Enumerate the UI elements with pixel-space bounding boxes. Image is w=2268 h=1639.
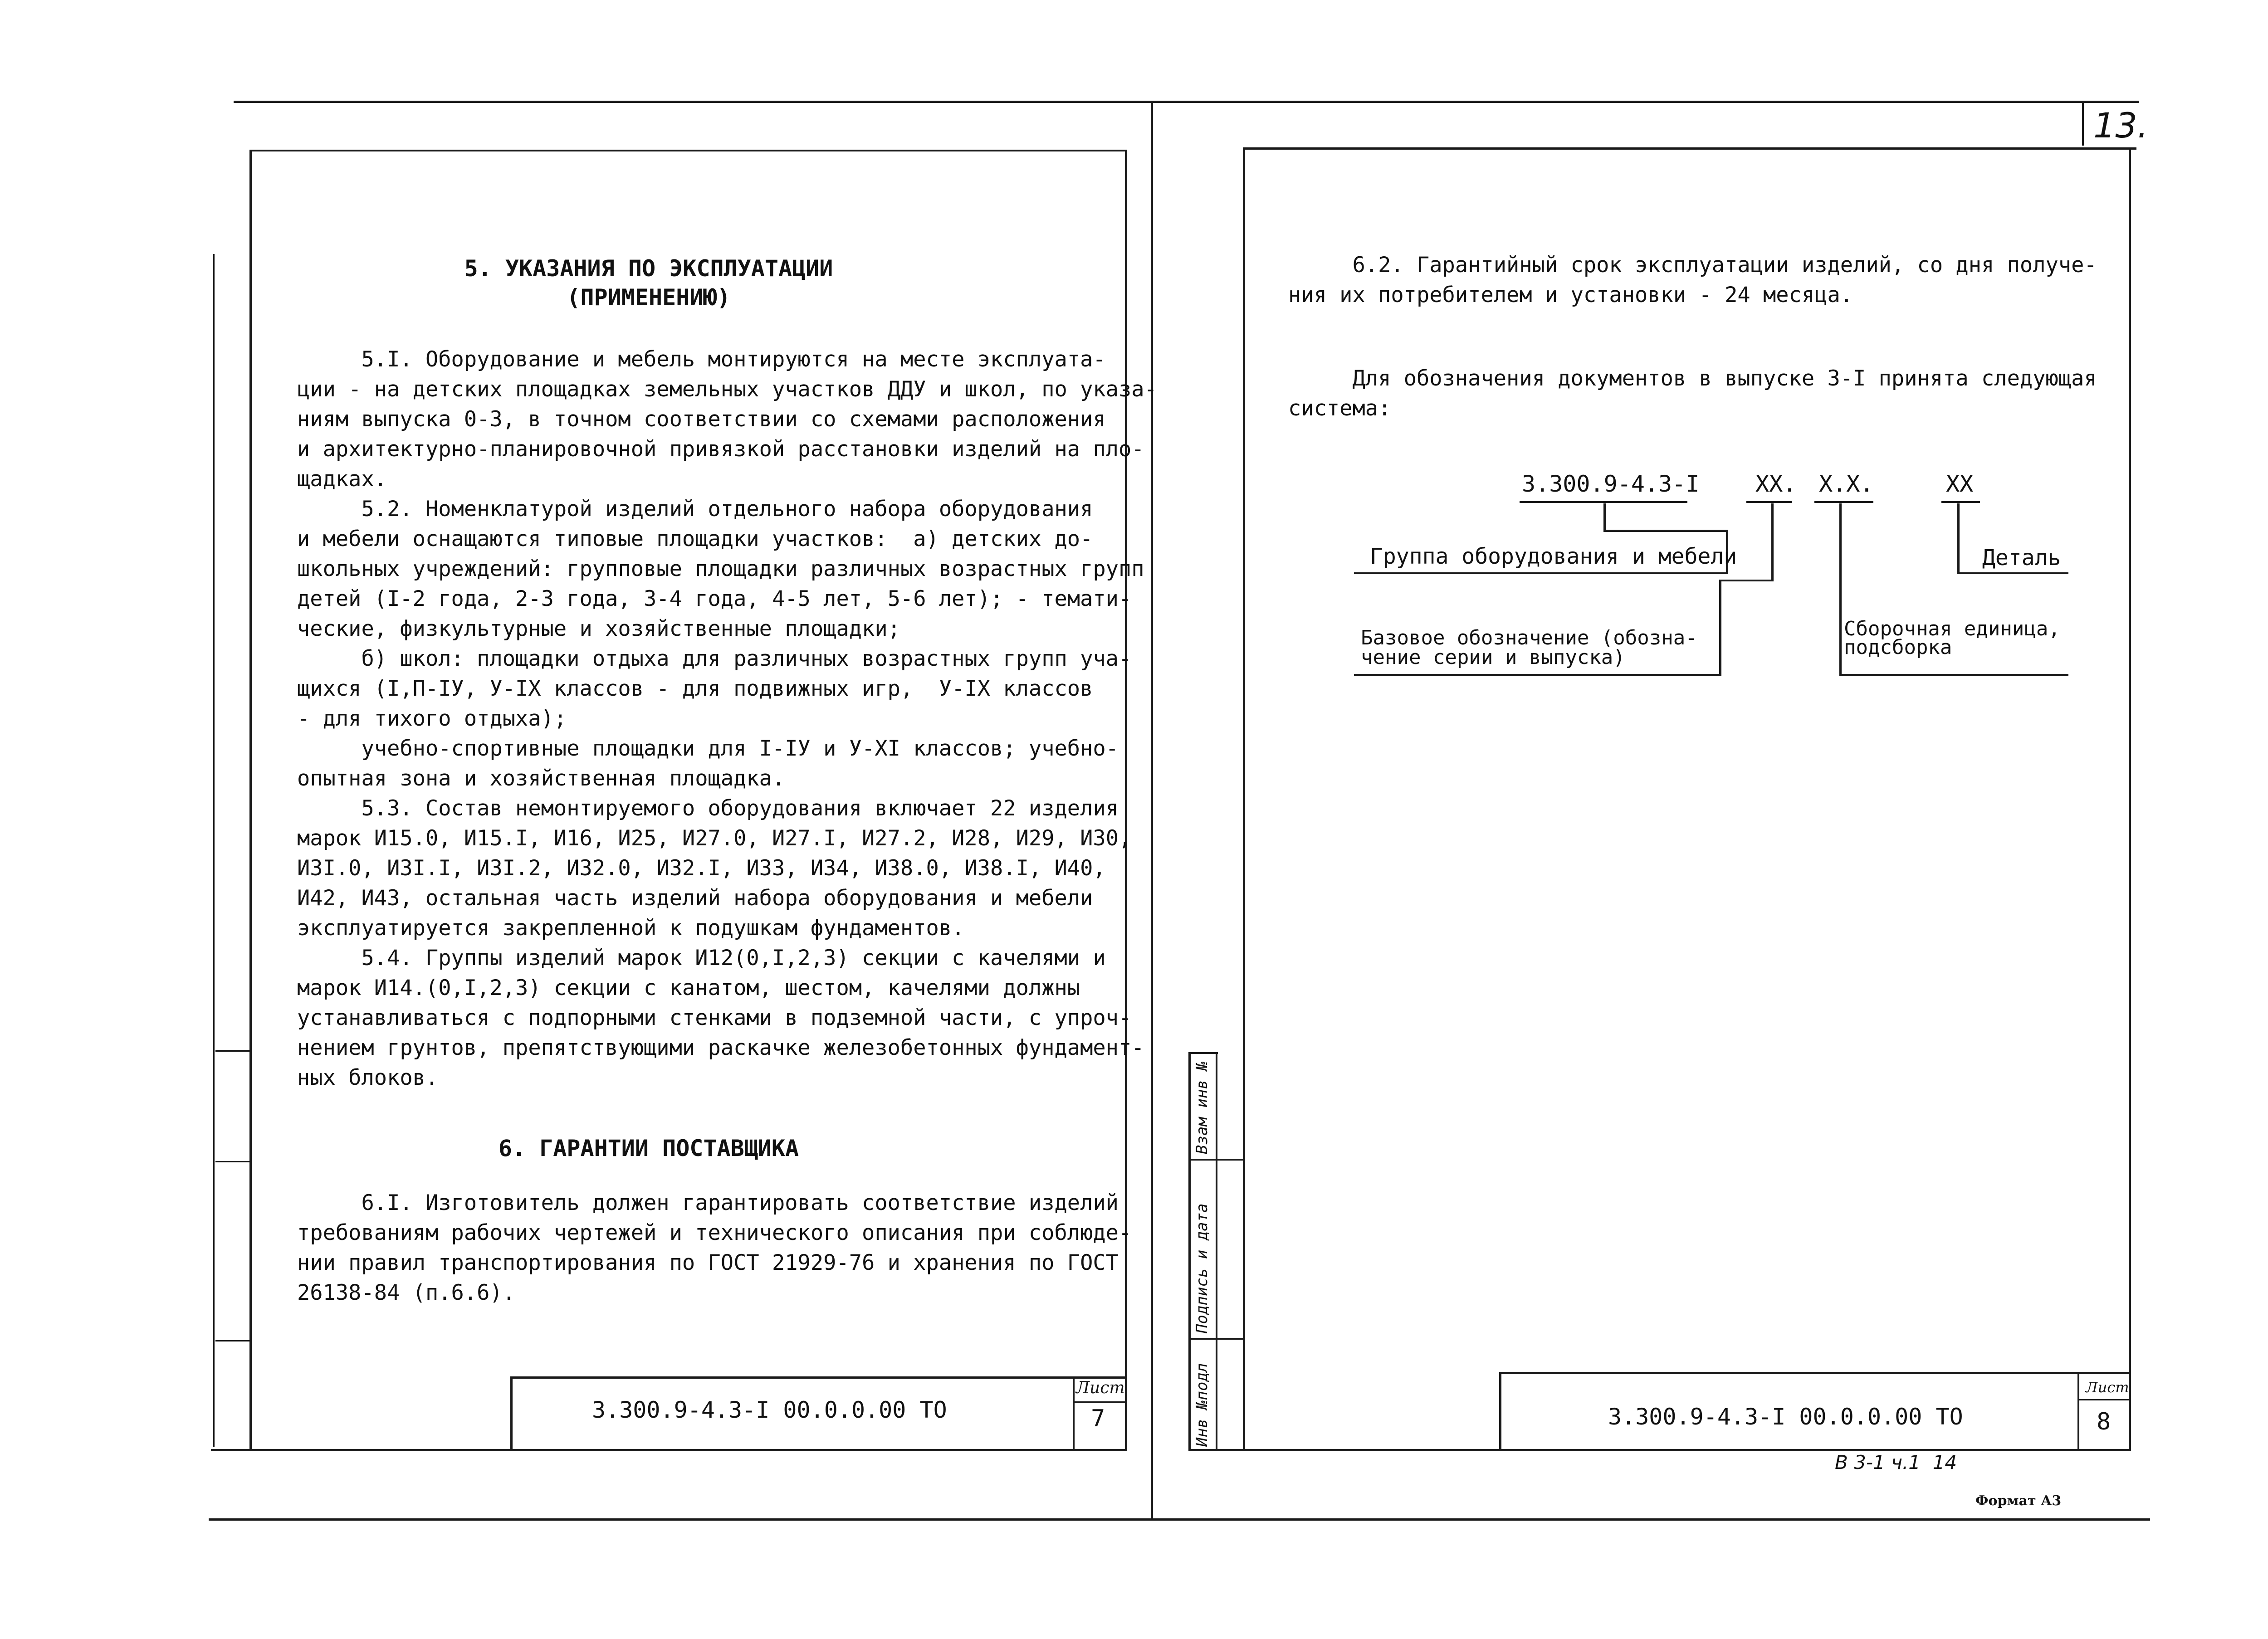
- sidebar-label-signature-date: Подпись и дата: [1193, 1203, 1211, 1333]
- diagram-underline-detail: [1941, 501, 1980, 503]
- label-group: Группа оборудования и мебели: [1370, 544, 1737, 569]
- right-frame-right: [2129, 147, 2131, 1451]
- section5-text-line: ции - на детских площадках земельных участков ДДУ и школ, по указа-: [297, 377, 1157, 402]
- right-stamp-code: 3.300.9-4.3-I 00.0.0.00 ТО: [1608, 1404, 1963, 1430]
- label-base-line2: чение серии и выпуска): [1361, 646, 1625, 669]
- right-stamp-sheet-number: 8: [2097, 1408, 2111, 1435]
- section5-text-line: устанавливаться с подпорными стенками в подземной части, с упроч-: [297, 1005, 1132, 1030]
- diagram-code-group: XX.: [1755, 471, 1797, 497]
- label-unit-line2: подсборка: [1844, 636, 1952, 659]
- section5-text-line: 5.2. Номенклатурой изделий отдельного набора оборудования: [297, 497, 1093, 522]
- section5-text-line: б) школ: площадки отдыха для различных возрастных групп уча-: [297, 646, 1132, 671]
- section5-text-line: и архитектурно-планировочной привязкой расстановки изделий на пло-: [297, 437, 1144, 462]
- section5-text-line: марок И15.0, И15.I, И16, И25, И27.0, И27.I, И27.2, И28, И29, И30,: [297, 826, 1132, 851]
- right-frame-bottom: [1188, 1449, 2131, 1451]
- page-number-box-left: [2082, 102, 2084, 146]
- right-paragraph-2-text-line: система:: [1288, 396, 1391, 421]
- right-paragraph-2-text-line: Для обозначения документов в выпуске 3-I принята следующая: [1288, 366, 2097, 391]
- section6-text-line: нии правил транспортирования по ГОСТ 21929-76 и хранения по ГОСТ: [297, 1250, 1119, 1275]
- right-stamp-divider: [2077, 1372, 2079, 1450]
- left-frame-left: [249, 150, 252, 1451]
- left-stamp-top: [510, 1376, 1126, 1379]
- section5-text-line: щихся (I,П-IУ, У-IX классов - для подвижных игр, У-IX классов: [297, 676, 1093, 701]
- right-stamp-sheet-label: Лист: [2086, 1379, 2129, 1396]
- connector-group-horizontal: [1719, 580, 1774, 581]
- section5-text-line: 5.4. Группы изделий марок И12(0,I,2,3) секции с качелями и: [297, 946, 1106, 971]
- bottom-border-line: [209, 1518, 2150, 1521]
- connector-base-label-vertical: [1719, 580, 1721, 675]
- section5-text-line: учебно-спортивные площадки для I-IУ и У-XI классов; учебно-: [297, 736, 1119, 761]
- right-stamp-left: [1499, 1372, 1501, 1450]
- right-stamp-sheet-line: [2079, 1399, 2130, 1400]
- section5-subtitle: (ПРИМЕНЕНИЮ): [567, 284, 731, 311]
- right-stamp-top: [1499, 1372, 2130, 1374]
- section5-text-line: ческие, физкультурные и хозяйственные площадки;: [297, 616, 900, 641]
- label-base-line1: Базовое обозначение (обозна-: [1361, 626, 1697, 649]
- section5-text-line: марок И14.(0,I,2,3) секции с канатом, шестом, качелями должны: [297, 976, 1080, 1000]
- sidebar-top-edge: [1188, 1052, 1218, 1054]
- right-paragraph-1-text-line: 6.2. Гарантийный срок эксплуатации изделий, со дня получе-: [1288, 253, 2097, 278]
- left-margin-tick: [215, 1050, 249, 1052]
- section5-text-line: и мебели оснащаются типовые площадки участков: а) детских до-: [297, 527, 1093, 551]
- left-margin-strip: [213, 254, 215, 1447]
- diagram-underline-unit: [1814, 501, 1873, 503]
- diagram-code-detail: XX: [1946, 471, 1974, 497]
- format-label: Формат А3: [1975, 1493, 2062, 1509]
- section6-text-line: 6.I. Изготовитель должен гарантировать соответствие изделий: [297, 1190, 1119, 1215]
- right-frame-left: [1243, 147, 1245, 1451]
- sidebar-divider-2: [1188, 1338, 1245, 1340]
- section5-text-line: щадках.: [297, 467, 387, 492]
- left-stamp-left: [510, 1376, 513, 1450]
- section5-text-line: - для тихого отдыха);: [297, 706, 567, 731]
- section5-text-line: ных блоков.: [297, 1065, 439, 1090]
- sidebar-left-edge: [1188, 1052, 1191, 1451]
- label-detail-underline: [1957, 572, 2068, 574]
- label-base-underline: [1354, 674, 1721, 676]
- top-border-line: [234, 101, 2139, 103]
- label-unit-underline: [1839, 674, 2068, 676]
- section6-text-line: требованиям рабочих чертежей и технического описания при соблюде-: [297, 1220, 1132, 1245]
- diagram-code-unit: X.X.: [1819, 471, 1874, 497]
- left-stamp-sheet-line: [1075, 1401, 1126, 1403]
- section5-text-line: 5.I. Оборудование и мебель монтируются на месте эксплуата-: [297, 347, 1106, 372]
- label-detail: Деталь: [1982, 545, 2061, 571]
- section5-title: 5. УКАЗАНИЯ ПО ЭКСПЛУАТАЦИИ: [464, 255, 833, 282]
- section5-text-line: 5.3. Состав немонтируемого оборудования включает 22 изделия: [297, 796, 1119, 821]
- left-margin-tick: [215, 1340, 249, 1341]
- left-margin-tick: [215, 1161, 249, 1162]
- section5-text-line: И3I.0, И3I.I, И3I.2, И32.0, И32.I, И33, И34, И38.0, И38.I, И40,: [297, 856, 1106, 881]
- left-stamp-sheet-number: 7: [1091, 1405, 1105, 1432]
- sidebar-label-vzam-inv: Взам инв №: [1193, 1061, 1211, 1154]
- section5-text-line: нением грунтов, препятствующими раскачке железобетонных фундамент-: [297, 1035, 1144, 1060]
- left-stamp-divider: [1073, 1376, 1075, 1450]
- section6-text-line: 26138-84 (п.6.6).: [297, 1280, 516, 1305]
- label-group-underline: [1354, 572, 1728, 574]
- left-frame-bottom: [211, 1449, 1127, 1451]
- section5-text-line: ниям выпуска 0-3, в точном соответствии со схемами расположения: [297, 407, 1106, 432]
- center-divider-line: [1151, 101, 1153, 1520]
- connector-unit-vertical: [1839, 503, 1842, 676]
- section5-text-line: И42, И43, остальная часть изделий набора оборудования и мебели: [297, 886, 1093, 911]
- connector-base-vertical: [1603, 503, 1606, 531]
- section5-text-line: школьных учреждений: групповые площадки различных возрастных групп: [297, 556, 1144, 581]
- right-frame-top: [1243, 147, 2136, 150]
- diagram-underline-group: [1746, 501, 1792, 503]
- connector-base-horizontal: [1603, 530, 1728, 532]
- section5-text-line: опытная зона и хозяйственная площадка.: [297, 766, 785, 791]
- sidebar-mid-edge: [1216, 1052, 1217, 1451]
- section5-text-line: детей (I-2 года, 2-3 года, 3-4 года, 4-5 лет, 5-6 лет); - темати-: [297, 586, 1132, 611]
- connector-group-vertical: [1771, 503, 1774, 580]
- footer-note: В 3-1 ч.1 14: [1835, 1451, 1957, 1473]
- left-stamp-code: 3.300.9-4.3-I 00.0.0.00 ТО: [592, 1397, 947, 1423]
- left-stamp-sheet-label: Лист: [1076, 1379, 1125, 1397]
- connector-detail-vertical: [1957, 503, 1960, 574]
- left-frame-right: [1125, 150, 1127, 1451]
- left-frame-top: [249, 150, 1126, 151]
- section6-title: 6. ГАРАНТИИ ПОСТАВЩИКА: [498, 1135, 799, 1161]
- page-number: 13.: [2093, 105, 2148, 146]
- section5-text-line: эксплуатируется закрепленной к подушкам фундаментов.: [297, 916, 965, 941]
- sidebar-label-inv-podl: Инв №подл: [1193, 1363, 1211, 1447]
- diagram-underline-base: [1520, 501, 1687, 503]
- diagram-code-base: 3.300.9-4.3-I: [1522, 471, 1700, 497]
- label-unit-line1: Сборочная единица,: [1844, 617, 2060, 640]
- right-paragraph-1-text-line: ния их потребителем и установки - 24 месяца.: [1288, 283, 1853, 307]
- sidebar-divider-1: [1188, 1159, 1245, 1161]
